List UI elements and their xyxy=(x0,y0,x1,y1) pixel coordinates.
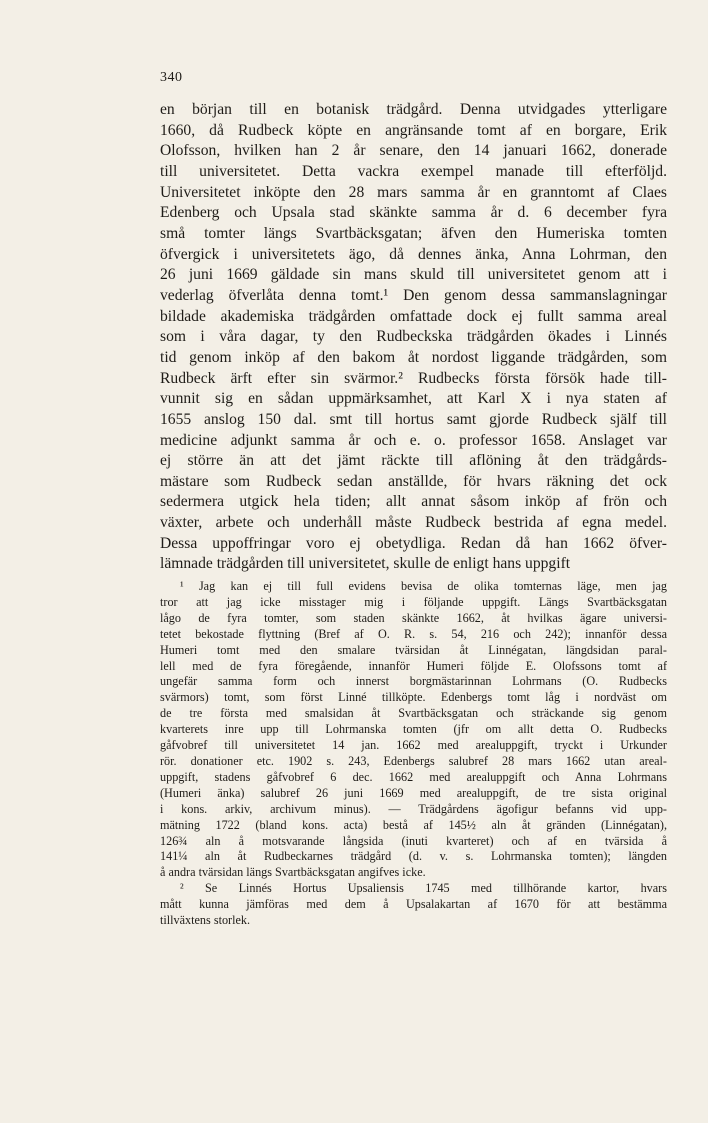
body-line: till universitetet. Detta vackra exempel manade till efterföljd. xyxy=(160,162,667,180)
footnote-line: kvarterets inre upp till Lohrmanska tomten (jfr om allt detta O. Rudbecks xyxy=(160,722,667,737)
body-line: en början till en botanisk trädgård. Denna utvidgades ytterligare xyxy=(160,101,667,118)
body-line: ej större än att det jämt räckte till aflöning åt den trädgårds- xyxy=(160,452,667,470)
body-line: små tomter längs Svartbäcksgatan; äfven den Humeriska tomten xyxy=(160,224,667,242)
footnote-line: tror att jag icke misstager mig i följande uppgift. Längs Svartbäcksgatan xyxy=(160,594,667,609)
body-line: vederlag öfverlåta denna tomt.¹ Den genom dessa sammanslagningar xyxy=(160,286,667,304)
footnote-line: lell med de fyra föregående, innanför Humeri följde E. Olofssons tomt af xyxy=(160,658,667,673)
body-line: bildade akademiska trädgården omfattade dock ej fullt samma areal xyxy=(160,307,667,325)
body-line: vunnit sig en sådan uppmärksamhet, att Karl X i nya staten af xyxy=(160,390,667,408)
footnote-line: uppgift, stadens gåfvobref 6 dec. 1662 med arealuppgift och Anna Lohrmans xyxy=(160,769,667,784)
footnote-line: (Humeri änka) salubref 26 juni 1669 med arealuppgift, de tre sista original xyxy=(160,785,667,800)
body-line: växter, arbete och underhåll måste Rudbeck bestrida af egna medel. xyxy=(160,514,667,532)
body-line: Olofsson, hvilken han 2 år senare, den 14 januari 1662, donerade xyxy=(160,142,667,160)
main-text xyxy=(160,100,667,575)
footnote-line: Humeri tomt med den smalare tvärsidan åt Linnégatan, längdsidan paral- xyxy=(160,642,667,657)
body-line: lämnade trädgården till universitetet, skulle de enligt hans uppgift xyxy=(160,555,571,573)
footnote-line: ¹ Jag kan ej till full evidens bevisa de olika tomternas läge, men jag xyxy=(180,579,667,593)
footnote-line: lågo de fyra tomter, som staden skänkte 1662, åt hvilkas ägare universi- xyxy=(160,610,667,625)
page-number: 340 xyxy=(160,70,183,85)
body-line: öfvergick i universitetets ägo, då dennes änka, Anna Lohrman, den xyxy=(160,245,667,263)
body-line: 1655 anslog 150 dal. smt till hortus samt gjorde Rudbeck själf till xyxy=(160,410,667,428)
body-line: Dessa uppoffringar voro ej obetydliga. Redan då han 1662 öfver- xyxy=(160,534,667,552)
footnote-line: mått kunna jämföras med dem å Upsalakartan af 1670 för att bestämma xyxy=(160,897,667,912)
footnote-line: mätning 1722 (bland kons. acta) bestå af 145½ aln åt gränden (Linnégatan), xyxy=(160,817,667,832)
footnote-line: ² Se Linnés Hortus Upsaliensis 1745 med tillhörande kartor, hvars xyxy=(180,881,667,896)
footnote-line: i kons. arkiv, archivum minus). — Trädgårdens ägofigur befanns vid upp- xyxy=(160,801,667,816)
footnote-line: de tre första med smalsidan åt Svartbäcksgatan och sträckande sig genom xyxy=(160,706,667,721)
body-line: Universitetet inköpte den 28 mars samma år en granntomt af Claes xyxy=(160,183,667,201)
footnote-line: tillväxtens storlek. xyxy=(160,913,251,928)
body-line: tid genom inköp af den bakom åt nordost liggande trädgården, som xyxy=(160,348,667,366)
footnotes xyxy=(160,579,667,929)
body-line: 1660, då Rudbeck köpte en angränsande tomt af en borgare, Erik xyxy=(160,121,667,139)
body-line: medicine adjunkt samma år och e. o. professor 1658. Anslaget var xyxy=(160,431,667,449)
footnote-line: tetet bekostade flyttning (Bref af O. R. s. 54, 216 och 242); innanför dessa xyxy=(160,626,667,641)
footnote-line: rör. donationer etc. 1902 s. 243, Edenbergs salubref 28 mars 1662 utan areal- xyxy=(160,753,667,768)
footnote-line: 126¾ aln å motsvarande långsida (inuti kvarteret) och af en tvärsida å xyxy=(160,833,667,848)
footnote-line: 141¼ aln åt Rudbeckarnes trädgård (d. v. s. Lohrmanska tomten); längden xyxy=(160,849,667,864)
body-line: 26 juni 1669 gäldade sin mans skuld till universitetet genom att i xyxy=(160,266,667,284)
body-line: sedermera utgick hela tiden; allt annat såsom inköp af frön och xyxy=(160,493,667,511)
body-line: som i våra dagar, ty den Rudbeckska trädgården ökades i Linnés xyxy=(160,328,667,346)
body-line: mästare som Rudbeck sedan anställde, för hvars räkning det ock xyxy=(160,472,667,490)
body-line: Rudbeck ärft efter sin svärmor.² Rudbecks första försök hade till- xyxy=(160,369,667,387)
footnote-line: gåfvobref till universitetet 14 jan. 1662 med arealuppgift, tryckt i Urkunder xyxy=(160,738,667,753)
footnote-line: ungefär samma form och innerst borgmästarinnan Lohrmans (O. Rudbecks xyxy=(160,674,667,689)
footnote-line: å andra tvärsidan längs Svartbäcksgatan angifves icke. xyxy=(160,865,426,880)
body-line: Edenberg och Upsala stad skänkte samma år d. 6 december fyra xyxy=(160,204,667,222)
footnote-line: svärmors) tomt, som först Linné tillköpte. Edenbergs tomt låg i nordväst om xyxy=(160,690,667,705)
